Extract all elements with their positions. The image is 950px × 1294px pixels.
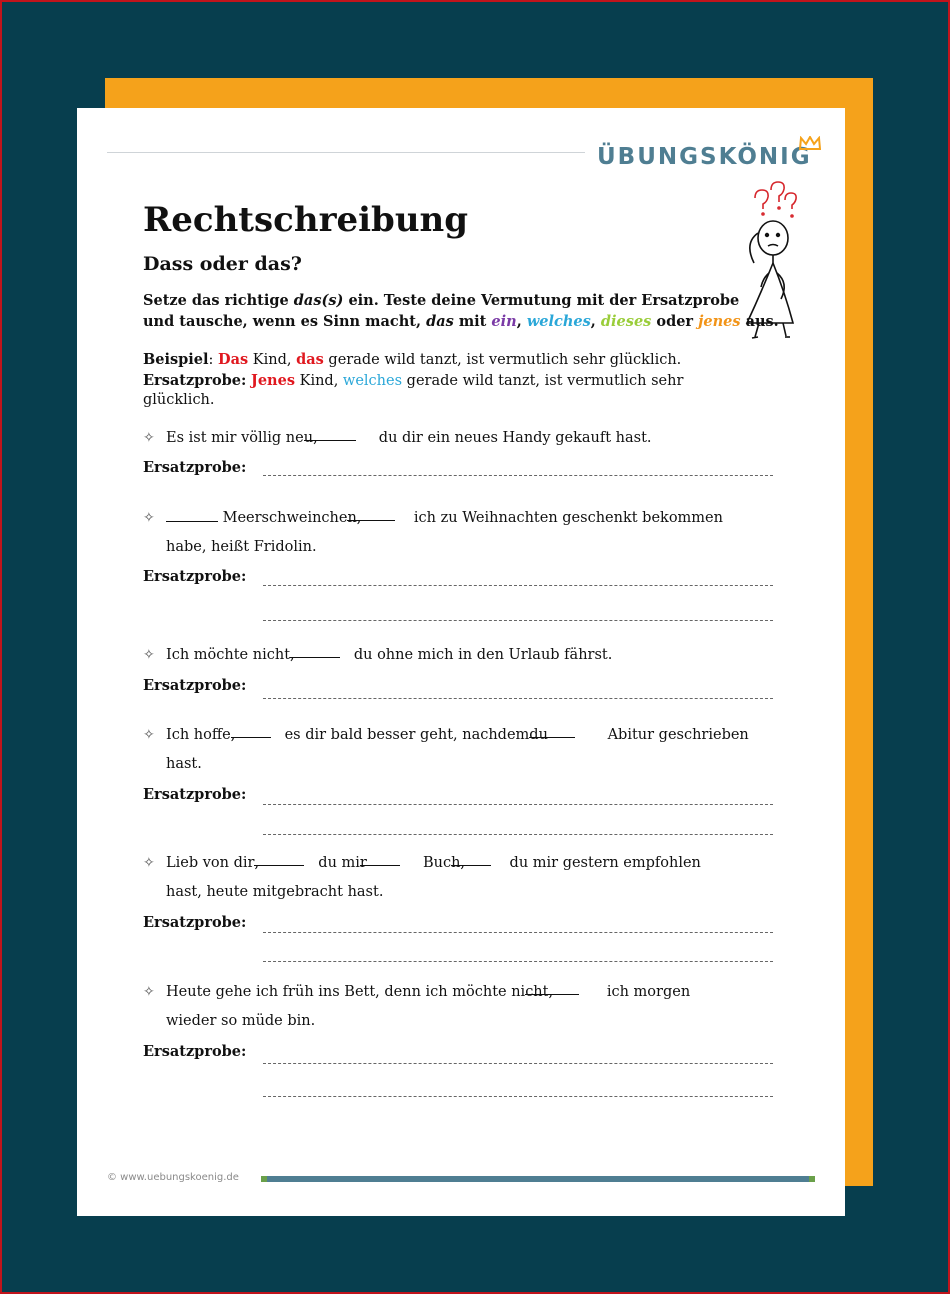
answer-line[interactable] (263, 932, 773, 933)
ersatzprobe-label-6: Ersatzprobe: (143, 1043, 247, 1060)
footer-bar (261, 1176, 815, 1182)
bullet-icon: ✧ (143, 510, 155, 526)
answer-line[interactable] (263, 1063, 773, 1064)
bullet-icon: ✧ (143, 727, 155, 743)
crown-icon (799, 136, 821, 150)
bullet-icon: ✧ (143, 647, 155, 663)
answer-line[interactable] (263, 804, 773, 805)
ersatzprobe-label-2: Ersatzprobe: (143, 568, 247, 585)
bullet-icon: ✧ (143, 430, 155, 446)
ersatzprobe-label-1: Ersatzprobe: (143, 459, 247, 476)
answer-line[interactable] (263, 698, 773, 699)
answer-line[interactable] (263, 475, 773, 476)
page-subtitle: Dass oder das? (143, 253, 302, 275)
header-rule (107, 152, 585, 153)
answer-line[interactable] (263, 585, 773, 586)
answer-line[interactable] (263, 1096, 773, 1097)
brand-logo: ÜBUNGSKÖNIG (597, 144, 812, 170)
bullet-icon: ✧ (143, 984, 155, 1000)
ersatzprobe-label-4: Ersatzprobe: (143, 786, 247, 803)
page-title: Rechtschreibung (143, 200, 469, 240)
answer-line[interactable] (263, 834, 773, 835)
answer-line[interactable] (263, 961, 773, 962)
blank-field[interactable] (166, 505, 218, 522)
ersatzprobe-label-3: Ersatzprobe: (143, 677, 247, 694)
worksheet-page: ÜBUNGSKÖNIG Rechtschreibung Dass oder das? Setze das richtige das(s) ein. Teste deine Vermutung mit der Ersatzprobe und tausche, wenn es Sinn macht, das mit ein, welches, dieses oder jenes aus. Beispiel: Das Kind, das gerade wild tanzt, ist vermutlich sehr glücklich. Ersatzprobe: Jenes Kind, welches gerade wild tanzt, ist vermutlich sehr glücklich. ✧ Es ist mir völlig neu, du dir ein neues Handy gekauft hast. Ersatzprobe: ✧ Meerschweinchen, ich zu Weihnachten geschenkt bekommen habe, heißt Fridolin. Ersatzprobe: ✧ Ich möchte nicht, du ohne mich in den Urlaub fährst. Ersatzprobe: ✧ Ich hoffe, es dir bald besser geht, nachdemdu Abitur geschrieben hast. Ersatzprobe: ✧ Lieb von dir, du mir Buch, du mir gestern empfohlen hast, heute mitgebracht hast. Ersatzprobe: ✧ Heute gehe ich früh ins Bett, denn ich möchte nicht, ich morgen wieder so müde bin. Ersatzprobe: © www.uebungskoenig.de (77, 108, 845, 1216)
ersatzprobe-label-5: Ersatzprobe: (143, 914, 247, 931)
answer-line[interactable] (263, 620, 773, 621)
instruction-text: Setze das richtige das(s) ein. Teste deine Vermutung mit der Ersatzprobe und tausche, wenn es Sinn macht, das mit ein, welches, dieses oder jenes aus. (143, 292, 779, 330)
example-block: Beispiel: Das Kind, das gerade wild tanzt, ist vermutlich sehr glücklich. Ersatzprobe: Jenes Kind, welches gerade wild tanzt, ist vermutlich sehr glücklich. (143, 351, 684, 408)
bullet-icon: ✧ (143, 855, 155, 871)
footer-url: © www.uebungskoenig.de (107, 1172, 239, 1183)
